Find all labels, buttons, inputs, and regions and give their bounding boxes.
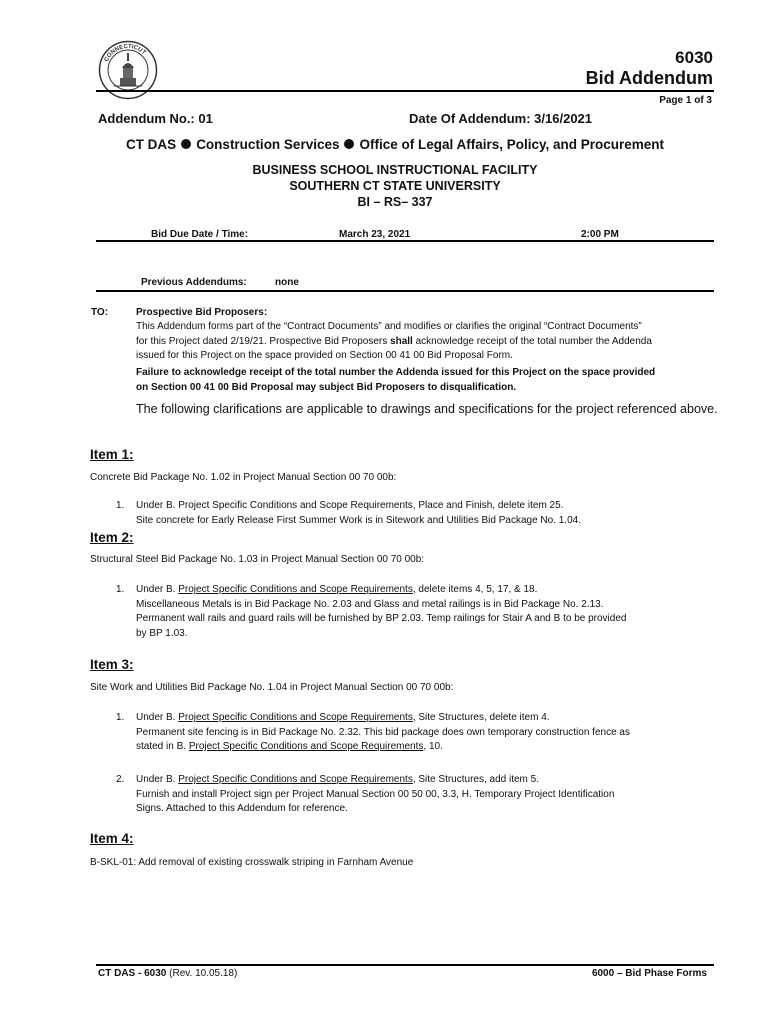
item-3-line bbox=[136, 773, 726, 788]
to-paragraph-line: issued for this Project on the space provided on Section 00 41 00 Bid Proposal Form. bbox=[136, 350, 513, 361]
item-1-line: Site concrete for Early Release First Summer Work is in Sitework and Utilities Bid Package No. 1.04. bbox=[136, 514, 581, 526]
bid-due-time: 2:00 PM bbox=[581, 229, 619, 240]
to-paragraph-emphasis: shall bbox=[390, 335, 413, 347]
bid-due-date: March 23, 2021 bbox=[339, 229, 411, 240]
item-2-number: 1. bbox=[116, 584, 125, 595]
project-number: BI – RS– 337 bbox=[357, 195, 433, 209]
item-3-text-part: stated in B. bbox=[136, 741, 189, 752]
item-3-text-2 bbox=[136, 773, 726, 817]
item-3-line bbox=[136, 740, 726, 755]
scope-requirements-reference: Project Specific Conditions and Scope Requirements bbox=[178, 774, 413, 785]
form-number: 6030 bbox=[675, 48, 713, 67]
item-3-text-part: , Site Structures, delete item 4. bbox=[412, 712, 550, 723]
scope-requirements-reference: Project Specific Conditions and Scope Requirements bbox=[178, 584, 413, 595]
to-paragraph-text: acknowledge receipt of the total number the Addenda bbox=[412, 335, 652, 347]
previous-addendums-label: Previous Addendums: bbox=[141, 277, 247, 288]
item-3-line bbox=[136, 711, 726, 726]
item-3-text-part: , Site Structures, add item 5. bbox=[412, 774, 539, 785]
to-label: TO: bbox=[91, 307, 109, 318]
item-2-text bbox=[136, 583, 726, 641]
item-3-title: Item 3: bbox=[90, 657, 134, 672]
item-3-number-1: 1. bbox=[116, 712, 125, 723]
item-4-description: B-SKL-01: Add removal of existing crosswalk striping in Farnham Avenue bbox=[90, 857, 414, 868]
header-rule bbox=[96, 90, 714, 92]
clarifications-intro: The following clarifications are applicable to drawings and specifications for the project referenced above. bbox=[136, 402, 718, 416]
warning-line: Failure to acknowledge receipt of the total number the Addenda issued for this Project on the space provided bbox=[136, 367, 656, 378]
project-university: SOUTHERN CT STATE UNIVERSITY bbox=[289, 179, 501, 193]
warning-line: on Section 00 41 00 Bid Proposal may subject Bid Proposers to disqualification. bbox=[136, 381, 517, 393]
item-3-number-2: 2. bbox=[116, 774, 125, 785]
item-1-number: 1. bbox=[116, 500, 125, 511]
item-4-title: Item 4: bbox=[90, 831, 134, 846]
footer-rule bbox=[96, 964, 714, 966]
svg-text:CONNECTICUT bbox=[104, 44, 147, 63]
item-1-title: Item 1: bbox=[90, 447, 134, 462]
item-2-title: Item 2: bbox=[90, 530, 134, 545]
agency-office: Office of Legal Affairs, Policy, and Procurement bbox=[359, 137, 665, 152]
footer-form-id bbox=[98, 968, 237, 979]
to-heading: Prospective Bid Proposers: bbox=[136, 307, 268, 318]
item-2-line: by BP 1.03. bbox=[136, 627, 188, 639]
item-3-text-1 bbox=[136, 711, 726, 755]
to-paragraph-text: for this Project dated 2/19/21. Prospective Bid Proposers bbox=[136, 335, 391, 347]
item-3-text-part: Under B. bbox=[136, 774, 179, 785]
item-3-line: Permanent site fencing is in Bid Package No. 2.32. This bid package does own temporary construction fence as bbox=[136, 726, 630, 738]
item-1-text bbox=[136, 499, 726, 528]
addendum-date: Date Of Addendum: 3/16/2021 bbox=[409, 111, 593, 126]
bullet-icon bbox=[181, 139, 191, 149]
bid-due-label: Bid Due Date / Time: bbox=[151, 229, 249, 240]
item-2-text-part: Under B. bbox=[136, 584, 179, 595]
item-1-line: Under B. Project Specific Conditions and Scope Requirements, Place and Finish, delete item 25. bbox=[136, 500, 564, 511]
item-3-line: Furnish and install Project sign per Project Manual Section 00 50 00, 3.3, H. Temporary Project Identification bbox=[136, 788, 615, 800]
seal-text: CONNECTICUT bbox=[103, 43, 147, 63]
item-2-description: Structural Steel Bid Package No. 1.03 in Project Manual Section 00 70 00b: bbox=[90, 554, 425, 565]
previous-addendums-value: none bbox=[275, 277, 299, 288]
footer-form-code: CT DAS - 6030 bbox=[98, 968, 167, 979]
footer-revision: (Rev. 10.05.18) bbox=[166, 968, 238, 979]
previous-rule bbox=[96, 290, 714, 292]
item-2-line: Miscellaneous Metals is in Bid Package No. 2.03 and Glass and metal railings is in Bid Package No. 2.13. bbox=[136, 598, 604, 610]
to-paragraph-line bbox=[136, 335, 726, 350]
warning-paragraph bbox=[136, 366, 726, 395]
agency-name: CT DAS bbox=[125, 137, 177, 152]
item-3-line: Signs. Attached to this Addendum for reference. bbox=[136, 803, 348, 814]
form-title: Bid Addendum bbox=[585, 68, 713, 88]
item-1-description: Concrete Bid Package No. 1.02 in Project Manual Section 00 70 00b: bbox=[90, 472, 397, 483]
addendum-number: Addendum No.: 01 bbox=[98, 111, 213, 126]
item-3-text-part: , 10. bbox=[423, 741, 443, 752]
agency-line bbox=[0, 137, 770, 152]
footer-section: 6000 – Bid Phase Forms bbox=[591, 968, 707, 979]
item-2-line: Permanent wall rails and guard rails will be furnished by BP 2.03. Temp railings for Stair A and B to be provided bbox=[136, 613, 627, 624]
to-paragraph bbox=[136, 320, 726, 364]
to-paragraph-line: This Addendum forms part of the “Contract Documents” and modifies or clarifies the original “Contract Documents” bbox=[136, 321, 642, 332]
item-2-line bbox=[136, 583, 726, 598]
bullet-icon bbox=[344, 139, 354, 149]
item-2-text-part: , delete items 4, 5, 17, & 18. bbox=[412, 584, 538, 595]
page-number: Page 1 of 3 bbox=[659, 95, 712, 106]
item-3-text-part: Under B. bbox=[136, 712, 179, 723]
bid-due-rule bbox=[96, 240, 714, 242]
scope-requirements-reference: Project Specific Conditions and Scope Requirements bbox=[188, 741, 424, 752]
item-3-description: Site Work and Utilities Bid Package No. 1.04 in Project Manual Section 00 70 00b: bbox=[90, 682, 454, 693]
project-title: BUSINESS SCHOOL INSTRUCTIONAL FACILITY bbox=[252, 163, 538, 177]
scope-requirements-reference: Project Specific Conditions and Scope Requirements bbox=[178, 712, 413, 723]
agency-division: Construction Services bbox=[196, 137, 340, 152]
